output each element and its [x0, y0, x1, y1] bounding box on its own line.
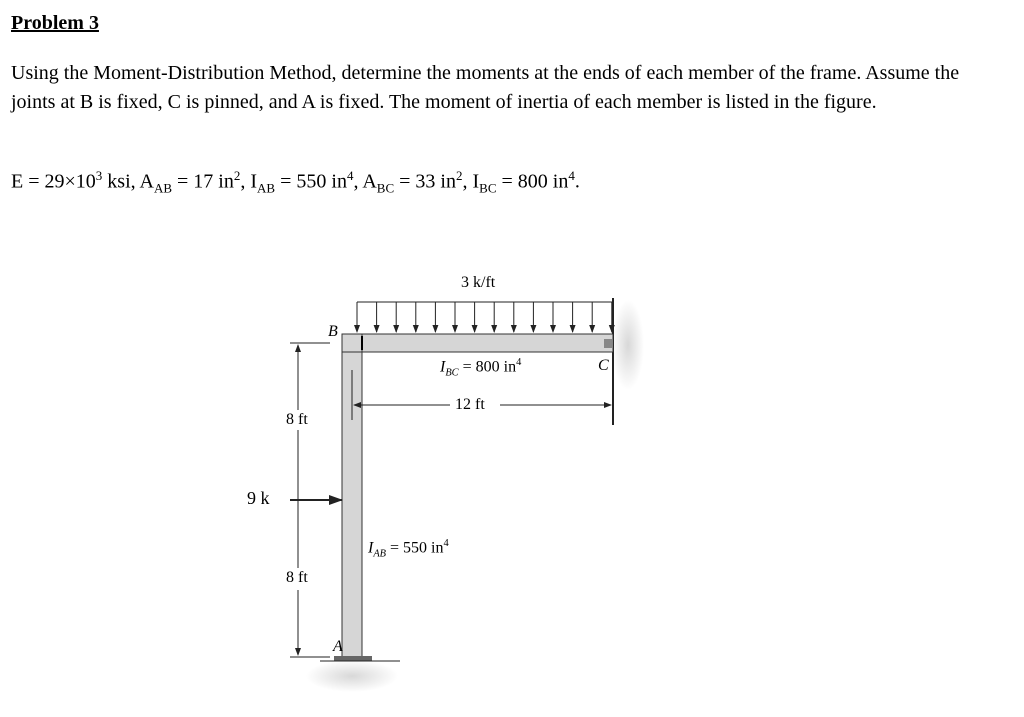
ibc-exp: 4 [516, 357, 522, 368]
eq-text: . [574, 170, 580, 193]
eq-sup: 2 [455, 168, 463, 183]
joint-c-label: C [598, 357, 609, 374]
iab-i: I [368, 539, 374, 557]
beam-bc [342, 334, 613, 352]
distributed-load-label: 3 k/ft [461, 274, 496, 291]
eq-text: = 800 in [496, 170, 569, 193]
base-plate [334, 656, 372, 661]
eq-sub: AB [153, 180, 173, 196]
eq-sub: AB [257, 180, 276, 196]
problem-statement: Using the Moment-Distribution Method, determine the moments at the ends of each member of the frame. Assume the joints at B is fixed, C is pinned, and A is fixed. The moment of inertia of each member is listed in the figure. [11, 62, 960, 113]
ground-support-a [306, 660, 398, 692]
problem-title: Problem 3 [11, 12, 99, 34]
eq-e-exp: 3 [95, 168, 103, 183]
point-load-label: 9 k [247, 488, 270, 508]
joint-a-label: A [333, 638, 343, 655]
joint-b-label: B [328, 323, 338, 340]
eq-sub: BC [376, 180, 395, 196]
eq-e: E = 29×10 [11, 170, 96, 193]
iab-sub: AB [373, 548, 387, 560]
eq-text: = 33 in [394, 170, 456, 193]
eq-text: , A [353, 170, 377, 193]
ibc-val: = 800 in [458, 358, 517, 376]
eq-text: , I [240, 170, 258, 193]
eq-sup: 2 [233, 168, 241, 183]
ibc-i: I [440, 358, 446, 376]
ibc-label [440, 357, 521, 379]
lower-height-label: 8 ft [286, 569, 308, 586]
eq-text: = 17 in [172, 170, 234, 193]
eq-sup: 4 [568, 168, 575, 183]
span-label: 12 ft [455, 396, 485, 413]
eq-sub: BC [479, 180, 497, 196]
wall-support-c [612, 300, 644, 390]
eq-text: = 550 in [275, 170, 347, 193]
pin-c [604, 339, 612, 348]
eq-text: ksi, A [102, 170, 154, 193]
upper-height-label: 8 ft [286, 411, 308, 428]
eq-text: , I [462, 170, 480, 193]
iab-val: = 550 in [386, 539, 444, 557]
iab-exp: 4 [443, 538, 449, 549]
iab-label [368, 538, 449, 560]
ibc-sub: BC [445, 367, 459, 379]
eq-sup: 4 [346, 168, 354, 183]
distributed-load-arrows [357, 302, 612, 332]
